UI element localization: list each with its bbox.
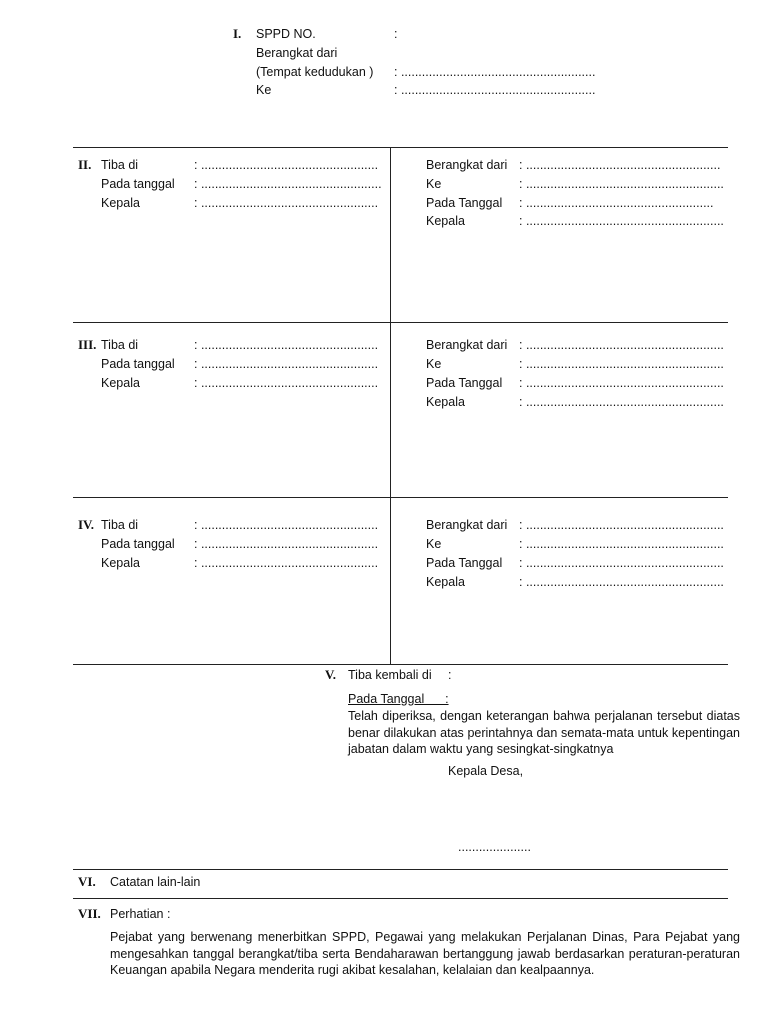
kepala-field[interactable]: : .........................................................	[519, 214, 724, 228]
berangkat-dari-field[interactable]: : ........................................................	[519, 158, 721, 172]
kepala-field[interactable]: : .........................................................	[519, 575, 724, 589]
pada-tanggal-field[interactable]: : .........................................................	[519, 376, 724, 390]
pada-tanggal-label: Pada Tanggal	[426, 556, 503, 570]
berangkat-dari-field[interactable]: : .........................................................	[519, 338, 724, 352]
section-5-number: V.	[325, 667, 336, 682]
divider-line	[73, 147, 728, 148]
section-6-number: VI.	[78, 874, 96, 889]
pada-tanggal-field[interactable]: : ...................................................	[194, 357, 379, 371]
ke-field[interactable]: : ........................................................	[394, 83, 596, 97]
divider-line	[73, 322, 728, 323]
pada-tanggal-label: Pada tanggal	[101, 357, 175, 371]
berangkat-dari-label: Berangkat dari	[256, 46, 338, 60]
perhatian-label: Perhatian :	[110, 907, 171, 921]
divider-line	[73, 869, 728, 870]
tiba-di-label: Tiba di	[101, 518, 139, 532]
tiba-di-field[interactable]: : ...................................................	[194, 518, 379, 532]
signature-line[interactable]: .....................	[458, 840, 531, 854]
berangkat-dari-label: Berangkat dari	[426, 338, 508, 352]
berangkat-dari-field[interactable]: : .........................................................	[519, 518, 724, 532]
section-3-number: III.	[78, 337, 97, 352]
pada-tanggal-label: Pada Tanggal	[426, 376, 503, 390]
pada-tanggal-label: Pada Tanggal	[426, 196, 503, 210]
kepala-field[interactable]: : .........................................................	[519, 395, 724, 409]
pada-tanggal-field[interactable]: : ......................................................	[519, 196, 714, 210]
berangkat-dari-label: Berangkat dari	[426, 158, 508, 172]
ke-label: Ke	[426, 537, 442, 551]
pada-tanggal-label: Pada tanggal	[101, 177, 175, 191]
tiba-di-field[interactable]: : ...................................................	[194, 158, 379, 172]
ke-label: Ke	[256, 83, 272, 97]
kepala-label: Kepala	[426, 575, 465, 589]
section-2-number: II.	[78, 157, 92, 172]
section-1-number: I.	[233, 26, 242, 41]
divider-line	[73, 497, 728, 498]
berangkat-dari-label: Berangkat dari	[426, 518, 508, 532]
pada-tanggal-field[interactable]: : ....................................................	[194, 177, 382, 191]
kepala-label: Kepala	[426, 214, 465, 228]
tempat-kedudukan-label: (Tempat kedudukan )	[256, 65, 374, 79]
kepala-desa-label: Kepala Desa,	[448, 764, 524, 778]
pada-tanggal-field[interactable]: : ...................................................	[194, 537, 379, 551]
section-4-number: IV.	[78, 517, 95, 532]
kepala-label: Kepala	[101, 376, 140, 390]
kepala-label: Kepala	[101, 196, 140, 210]
ke-field[interactable]: : .........................................................	[519, 177, 724, 191]
ke-field[interactable]: : .........................................................	[519, 537, 724, 551]
column-divider	[390, 147, 391, 664]
kepala-label: Kepala	[101, 556, 140, 570]
kepala-field[interactable]: : ...................................................	[194, 196, 379, 210]
kepala-field[interactable]: : ...................................................	[194, 376, 379, 390]
section-7-number: VII.	[78, 906, 101, 921]
tiba-kembali-colon: :	[448, 668, 452, 682]
pada-tanggal-label: Pada tanggal	[101, 537, 175, 551]
kepala-field[interactable]: : ...................................................	[194, 556, 379, 570]
pada-tanggal-label: Pada Tanggal :	[348, 692, 449, 706]
sppd-no-label: SPPD NO.	[256, 27, 316, 41]
tiba-kembali-label: Tiba kembali di	[348, 668, 432, 682]
ke-field[interactable]: : .........................................................	[519, 357, 724, 371]
verification-paragraph: Telah diperiksa, dengan keterangan bahwa perjalanan tersebut diatas benar dilakukan atas perintahnya dan semata-mata untuk kepentingan jabatan dalam waktu yang sesingkat-singkatnya	[348, 709, 740, 756]
tiba-di-field[interactable]: : ...................................................	[194, 338, 379, 352]
kepala-label: Kepala	[426, 395, 465, 409]
divider-line	[73, 664, 728, 665]
ke-label: Ke	[426, 357, 442, 371]
sppd-no-colon: :	[394, 27, 398, 41]
pada-tanggal-field[interactable]: : .........................................................	[519, 556, 724, 570]
tempat-kedudukan-field[interactable]: : ........................................................	[394, 65, 596, 79]
perhatian-paragraph: Pejabat yang berwenang menerbitkan SPPD, Pegawai yang melakukan Perjalanan Dinas, Para Pejabat yang mengesahkan tanggal berangkat/tiba serta Bendaharawan bertanggung jawab berdasarkan peraturan-peraturan Keuangan apabila Negara menderita rugi akibat kesalahan, kelalaian dan kealpaannya.	[110, 930, 740, 977]
tiba-di-label: Tiba di	[101, 338, 139, 352]
ke-label: Ke	[426, 177, 442, 191]
divider-line	[73, 898, 728, 899]
catatan-label: Catatan lain-lain	[110, 875, 201, 889]
tiba-di-label: Tiba di	[101, 158, 139, 172]
